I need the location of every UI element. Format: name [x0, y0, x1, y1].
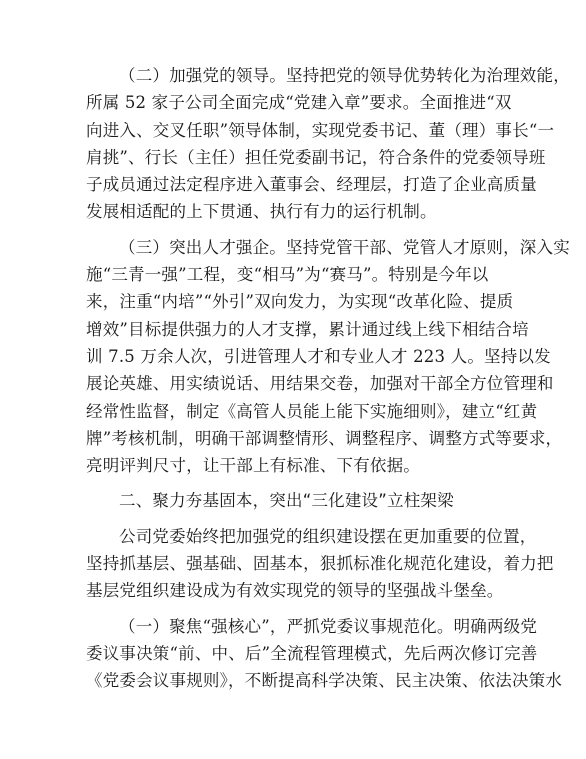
text-line: 基层党组织建设成为有效实现党的领导的坚强战斗堡垒。: [86, 581, 504, 601]
paragraph-strengthen-party-leadership: [86, 62, 570, 226]
text-line: 公司党委始终把加强党的组织建设摆在更加重要的位置，: [119, 526, 537, 546]
text-line: 所属 52 家子公司全面完成“党建入章”要求。全面推进“双: [86, 93, 512, 113]
paragraph-spacer: [86, 605, 504, 613]
text-line: 委议事决策“前、中、后”全流程管理模式，先后两次修订完善: [86, 643, 538, 663]
section-heading-text: 二、聚力夯基固本，突出“三化建设”立柱架梁: [119, 491, 454, 511]
paragraph-spacer: [86, 226, 504, 234]
document-body: [86, 62, 570, 695]
text-line: （三）突出人才强企。坚持党管干部、党管人才原则，深入实: [119, 237, 570, 257]
text-line: 《党委会议事规则》，不断提高科学决策、民主决策、依法决策水: [86, 671, 563, 691]
text-line: 坚持抓基层、强基础、固基本，狠抓标准化规范化建设，着力把: [86, 554, 554, 574]
paragraph-spacer: [86, 479, 504, 487]
paragraph-talent-strengthen-enterprise: [86, 234, 570, 480]
text-line: （二）加强党的领导。坚持把党的领导优势转化为治理效能，: [119, 66, 570, 85]
text-line: 来，注重“内培”“外引”双向发力，为实现“改革化险、提质: [86, 292, 514, 312]
text-line: 牌”考核机制，明确干部调整情形、调整程序、调整方式等要求，: [86, 428, 563, 448]
paragraph-spacer: [86, 515, 504, 523]
text-line: 经常性监督，制定《高管人员能上能下实施细则》，建立“红黄: [86, 401, 538, 421]
text-line: 展论英雄、用实绩说话、用结果交卷，加强对干部全方位管理和: [86, 374, 554, 394]
section-heading: [86, 487, 504, 514]
paragraph-organization-building: [86, 523, 554, 605]
paragraph-strong-core: [86, 613, 563, 695]
text-line: 发展相适配的上下贯通、执行有力的运行机制。: [86, 202, 437, 222]
text-line: 施“三青一强”工程，变“相马”为“赛马”。特别是今年以: [86, 265, 489, 285]
text-line: 亮明评判尺寸，让干部上有标准、下有依据。: [86, 456, 420, 476]
text-line: 向进入、交叉任职”领导体制，实现党委书记、董（理）事长“一: [86, 120, 555, 140]
text-line: 训 7.5 万余人次，引进管理人才和专业人才 223 人。坚持以发: [86, 346, 551, 366]
text-line: 肩挑”、行长（主任）担任党委副书记，符合条件的党委领导班: [86, 147, 546, 167]
text-line: 子成员通过法定程序进入董事会、经理层，打造了企业高质量: [86, 175, 537, 195]
text-line: 增效”目标提供强力的人才支撑，累计通过线上线下相结合培: [86, 319, 529, 339]
text-line: （一）聚焦“强核心”，严抓党委议事规范化。明确两级党: [119, 616, 538, 636]
